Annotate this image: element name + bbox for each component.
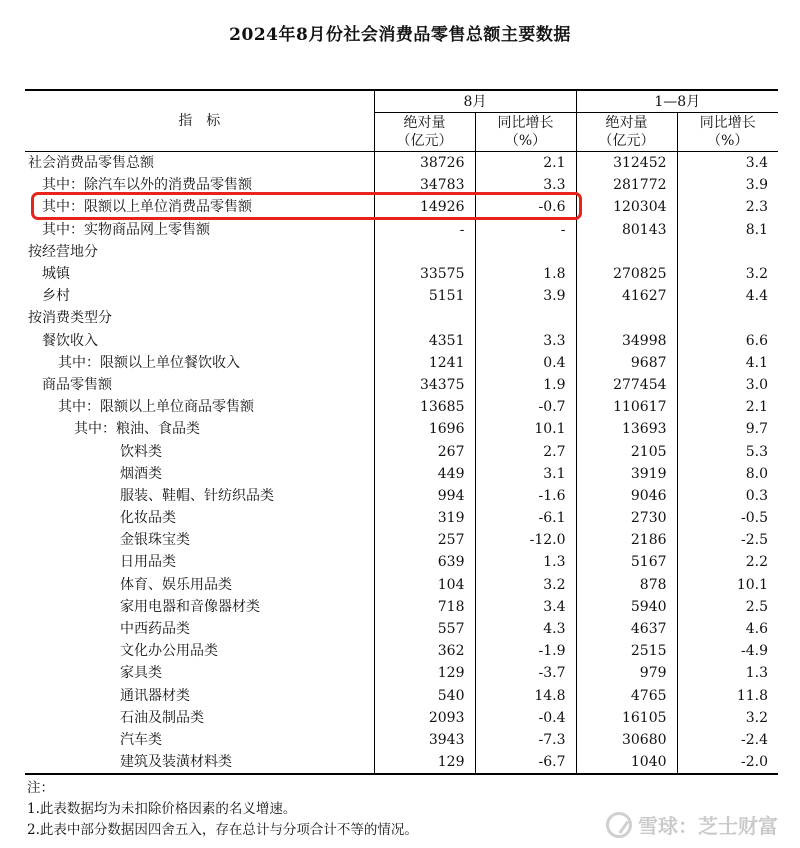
cell-ytd-abs: 979 bbox=[576, 662, 677, 684]
row-label: 商品零售额 bbox=[42, 376, 112, 393]
cell-ytd-abs bbox=[576, 241, 677, 263]
table-row bbox=[25, 374, 778, 396]
cell-ytd-abs: 5167 bbox=[576, 551, 677, 573]
row-label: 其中：除汽车以外的消费品零售额 bbox=[42, 177, 252, 194]
cell-ytd-abs: 277454 bbox=[576, 374, 677, 396]
cell-ytd-yoy: -2.0 bbox=[677, 751, 778, 774]
cell-month-abs bbox=[374, 241, 475, 263]
row-label: 家具类 bbox=[120, 665, 162, 682]
row-label: 通讯器材类 bbox=[120, 687, 190, 704]
cell-ytd-yoy: 3.2 bbox=[677, 707, 778, 729]
watermark bbox=[606, 810, 778, 839]
cell-ytd-abs: 80143 bbox=[576, 219, 677, 241]
cell-ytd-abs: 30680 bbox=[576, 729, 677, 751]
header-period-month: 8月 bbox=[374, 90, 576, 113]
cell-ytd-yoy: 8.0 bbox=[677, 463, 778, 485]
cell-month-abs: 540 bbox=[374, 685, 475, 707]
cell-ytd-abs: 312452 bbox=[576, 152, 677, 175]
cell-month-yoy: -7.3 bbox=[475, 729, 576, 751]
table-row bbox=[25, 174, 778, 196]
cell-month-yoy: 2.7 bbox=[475, 440, 576, 462]
row-label: 汽车类 bbox=[120, 731, 162, 748]
cell-ytd-abs: 2515 bbox=[576, 640, 677, 662]
cell-ytd-abs: 13693 bbox=[576, 418, 677, 440]
table-row bbox=[25, 196, 778, 218]
table-body bbox=[25, 152, 778, 775]
table-row bbox=[25, 219, 778, 241]
watermark-text: 雪球：芝士财富 bbox=[638, 814, 778, 838]
cell-month-yoy: -0.4 bbox=[475, 707, 576, 729]
cell-ytd-yoy: 2.2 bbox=[677, 551, 778, 573]
cell-month-abs: 38726 bbox=[374, 152, 475, 175]
header-ytd-abs: 绝对量 （亿元） bbox=[576, 113, 677, 152]
row-label: 乡村 bbox=[42, 288, 70, 305]
row-label: 烟酒类 bbox=[120, 465, 162, 482]
cell-ytd-abs: 2186 bbox=[576, 529, 677, 551]
row-label: 其中：实物商品网上零售额 bbox=[42, 221, 210, 238]
note-item-2: 2.此表中部分数据因四舍五入，存在总计与分项合计不等的情况。 bbox=[27, 822, 418, 838]
page-title: 2024年8月份社会消费品零售总额主要数据 bbox=[229, 25, 571, 45]
cell-month-abs: 1696 bbox=[374, 418, 475, 440]
cell-month-abs: 34783 bbox=[374, 174, 475, 196]
cell-ytd-abs: 878 bbox=[576, 574, 677, 596]
cell-ytd-yoy: 3.0 bbox=[677, 374, 778, 396]
table-row bbox=[25, 685, 778, 707]
table-row bbox=[25, 440, 778, 462]
row-label: 金银珠宝类 bbox=[120, 532, 190, 549]
cell-ytd-abs: 3919 bbox=[576, 463, 677, 485]
cell-month-abs: - bbox=[374, 219, 475, 241]
cell-month-yoy: - bbox=[475, 219, 576, 241]
row-label: 按消费类型分 bbox=[28, 310, 112, 327]
table-row bbox=[25, 463, 778, 485]
cell-month-abs: 362 bbox=[374, 640, 475, 662]
row-label: 城镇 bbox=[42, 266, 70, 283]
cell-month-yoy bbox=[475, 241, 576, 263]
row-label: 其中：限额以上单位消费品零售额 bbox=[42, 199, 252, 216]
cell-month-abs: 267 bbox=[374, 440, 475, 462]
cell-ytd-yoy: 3.9 bbox=[677, 174, 778, 196]
header-month-abs: 绝对量 （亿元） bbox=[374, 113, 475, 152]
row-label: 体育、娱乐用品类 bbox=[120, 576, 232, 593]
cell-ytd-yoy: 5.3 bbox=[677, 440, 778, 462]
cell-month-yoy: 10.1 bbox=[475, 418, 576, 440]
cell-month-yoy: 1.8 bbox=[475, 263, 576, 285]
cell-month-abs: 718 bbox=[374, 596, 475, 618]
cell-month-yoy: -0.6 bbox=[475, 196, 576, 218]
cell-ytd-yoy bbox=[677, 307, 778, 329]
cell-ytd-abs: 5940 bbox=[576, 596, 677, 618]
cell-month-abs: 104 bbox=[374, 574, 475, 596]
cell-ytd-yoy: 0.3 bbox=[677, 485, 778, 507]
cell-month-yoy: 0.4 bbox=[475, 352, 576, 374]
cell-month-abs: 4351 bbox=[374, 330, 475, 352]
row-label: 饮料类 bbox=[120, 443, 162, 460]
table-row bbox=[25, 618, 778, 640]
table-row bbox=[25, 152, 778, 175]
cell-month-yoy: -1.6 bbox=[475, 485, 576, 507]
cell-ytd-yoy: -2.4 bbox=[677, 729, 778, 751]
cell-ytd-yoy: -2.5 bbox=[677, 529, 778, 551]
notes-heading: 注： bbox=[27, 780, 54, 796]
row-label: 其中：限额以上单位餐饮收入 bbox=[58, 354, 240, 371]
cell-month-yoy: 3.9 bbox=[475, 285, 576, 307]
cell-ytd-abs: 2730 bbox=[576, 507, 677, 529]
table-row bbox=[25, 241, 778, 263]
cell-month-yoy bbox=[475, 307, 576, 329]
row-label: 石油及制品类 bbox=[120, 709, 204, 726]
notes bbox=[27, 778, 418, 841]
cell-month-yoy: 14.8 bbox=[475, 685, 576, 707]
cell-ytd-yoy: 3.2 bbox=[677, 263, 778, 285]
cell-ytd-abs: 120304 bbox=[576, 196, 677, 218]
table-row bbox=[25, 707, 778, 729]
cell-month-yoy: 3.3 bbox=[475, 174, 576, 196]
table-row bbox=[25, 285, 778, 307]
table-row bbox=[25, 485, 778, 507]
cell-month-abs bbox=[374, 307, 475, 329]
retail-sales-table bbox=[25, 89, 778, 775]
cell-month-abs: 257 bbox=[374, 529, 475, 551]
table-row bbox=[25, 662, 778, 684]
table-row bbox=[25, 551, 778, 573]
cell-ytd-abs: 110617 bbox=[576, 396, 677, 418]
cell-month-yoy: 4.3 bbox=[475, 618, 576, 640]
row-label: 建筑及装潢材料类 bbox=[25, 751, 374, 774]
cell-ytd-yoy: 2.3 bbox=[677, 196, 778, 218]
cell-ytd-yoy: 1.3 bbox=[677, 662, 778, 684]
table-row bbox=[25, 307, 778, 329]
cell-ytd-yoy: -0.5 bbox=[677, 507, 778, 529]
cell-month-yoy: -12.0 bbox=[475, 529, 576, 551]
cell-ytd-yoy: 4.1 bbox=[677, 352, 778, 374]
header-period-ytd: 1—8月 bbox=[576, 90, 778, 113]
header-indicator: 指 标 bbox=[25, 90, 374, 152]
row-label: 化妆品类 bbox=[120, 510, 176, 527]
table-row bbox=[25, 529, 778, 551]
cell-month-abs: 14926 bbox=[374, 196, 475, 218]
cell-ytd-abs: 1040 bbox=[576, 751, 677, 774]
cell-ytd-yoy: 6.6 bbox=[677, 330, 778, 352]
cell-ytd-yoy: 2.1 bbox=[677, 396, 778, 418]
cell-ytd-yoy: 8.1 bbox=[677, 219, 778, 241]
row-label: 日用品类 bbox=[120, 554, 176, 571]
cell-ytd-yoy: 4.6 bbox=[677, 618, 778, 640]
cell-month-abs: 129 bbox=[374, 751, 475, 774]
row-label: 社会消费品零售总额 bbox=[28, 155, 154, 172]
snowball-logo-icon bbox=[606, 812, 632, 838]
cell-ytd-abs bbox=[576, 307, 677, 329]
row-label: 其中：粮油、食品类 bbox=[74, 421, 200, 438]
table-row bbox=[25, 330, 778, 352]
table-row bbox=[25, 751, 778, 774]
cell-ytd-abs: 4637 bbox=[576, 618, 677, 640]
cell-ytd-abs: 41627 bbox=[576, 285, 677, 307]
table-row bbox=[25, 418, 778, 440]
row-label: 服装、鞋帽、针纺织品类 bbox=[120, 487, 274, 504]
cell-ytd-yoy: 9.7 bbox=[677, 418, 778, 440]
cell-ytd-abs: 9046 bbox=[576, 485, 677, 507]
table-row bbox=[25, 640, 778, 662]
row-label: 中西药品类 bbox=[120, 621, 190, 638]
cell-month-abs: 639 bbox=[374, 551, 475, 573]
cell-ytd-abs: 270825 bbox=[576, 263, 677, 285]
header-ytd-yoy: 同比增长 （%） bbox=[677, 113, 778, 152]
table-row bbox=[25, 352, 778, 374]
cell-month-yoy: 3.4 bbox=[475, 596, 576, 618]
table-row bbox=[25, 596, 778, 618]
cell-month-yoy: -0.7 bbox=[475, 396, 576, 418]
cell-ytd-yoy: 3.4 bbox=[677, 152, 778, 175]
cell-ytd-abs: 281772 bbox=[576, 174, 677, 196]
cell-month-yoy: 3.3 bbox=[475, 330, 576, 352]
cell-month-yoy: -6.1 bbox=[475, 507, 576, 529]
cell-month-abs: 13685 bbox=[374, 396, 475, 418]
cell-ytd-yoy: 2.5 bbox=[677, 596, 778, 618]
header-row-periods bbox=[25, 90, 778, 113]
cell-ytd-abs: 2105 bbox=[576, 440, 677, 462]
cell-month-abs: 557 bbox=[374, 618, 475, 640]
table-row bbox=[25, 263, 778, 285]
header-month-yoy: 同比增长 （%） bbox=[475, 113, 576, 152]
cell-month-abs: 1241 bbox=[374, 352, 475, 374]
cell-month-abs: 129 bbox=[374, 662, 475, 684]
table-row bbox=[25, 729, 778, 751]
cell-ytd-yoy: 4.4 bbox=[677, 285, 778, 307]
table-row bbox=[25, 507, 778, 529]
cell-month-yoy: -1.9 bbox=[475, 640, 576, 662]
table-row bbox=[25, 396, 778, 418]
cell-ytd-yoy bbox=[677, 241, 778, 263]
cell-month-yoy: 1.9 bbox=[475, 374, 576, 396]
cell-month-abs: 449 bbox=[374, 463, 475, 485]
cell-month-abs: 5151 bbox=[374, 285, 475, 307]
cell-month-abs: 34375 bbox=[374, 374, 475, 396]
cell-ytd-yoy: 11.8 bbox=[677, 685, 778, 707]
row-label: 其中：限额以上单位商品零售额 bbox=[58, 399, 254, 416]
cell-ytd-abs: 34998 bbox=[576, 330, 677, 352]
cell-ytd-yoy: 10.1 bbox=[677, 574, 778, 596]
cell-month-abs: 33575 bbox=[374, 263, 475, 285]
cell-ytd-abs: 9687 bbox=[576, 352, 677, 374]
cell-month-abs: 2093 bbox=[374, 707, 475, 729]
cell-month-abs: 3943 bbox=[374, 729, 475, 751]
cell-ytd-abs: 4765 bbox=[576, 685, 677, 707]
cell-ytd-abs: 16105 bbox=[576, 707, 677, 729]
cell-ytd-yoy: -4.9 bbox=[677, 640, 778, 662]
note-item-1: 1.此表数据均为未扣除价格因素的名义增速。 bbox=[27, 801, 297, 817]
cell-month-abs: 319 bbox=[374, 507, 475, 529]
cell-month-abs: 994 bbox=[374, 485, 475, 507]
row-label: 文化办公用品类 bbox=[120, 643, 218, 660]
row-label: 家用电器和音像器材类 bbox=[120, 598, 260, 615]
table-row bbox=[25, 574, 778, 596]
cell-month-yoy: 3.2 bbox=[475, 574, 576, 596]
row-label: 按经营地分 bbox=[28, 243, 98, 260]
cell-month-yoy: 3.1 bbox=[475, 463, 576, 485]
cell-month-yoy: 2.1 bbox=[475, 152, 576, 175]
cell-month-yoy: -3.7 bbox=[475, 662, 576, 684]
cell-month-yoy: 1.3 bbox=[475, 551, 576, 573]
row-label: 餐饮收入 bbox=[42, 332, 98, 349]
cell-month-yoy: -6.7 bbox=[475, 751, 576, 774]
